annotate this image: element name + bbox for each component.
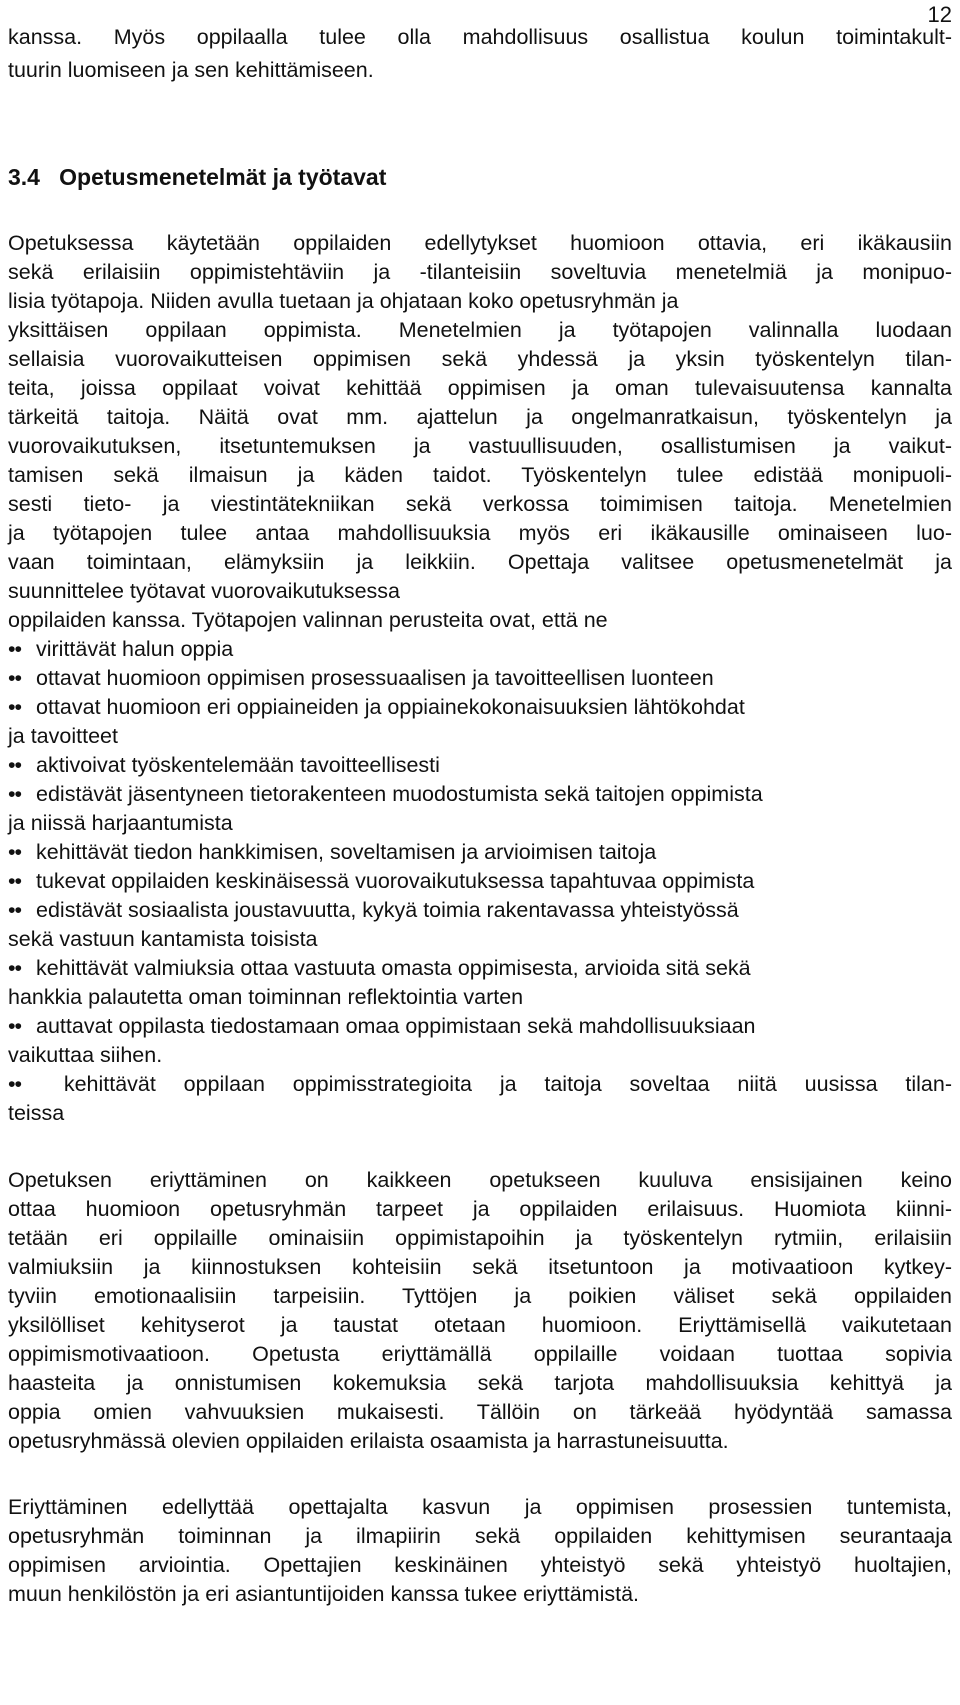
- paragraph-line: lisia työtapoja. Niiden avulla tuetaan ja ohjataan koko opetusryhmän ja: [8, 289, 679, 313]
- bullet-continuation: ja niissä harjaantumista: [8, 811, 233, 835]
- bullet-item: [8, 895, 739, 925]
- paragraph-line: Opetuksessa käytetään oppilaiden edellytykset huomioon ottavia, eri ikäkausiin: [8, 231, 952, 255]
- paragraph-line: sekä erilaisiin oppimistehtäviin ja -tilanteisiin soveltuvia menetelmiä ja monipuo-: [8, 260, 952, 284]
- bullet-text: kehittävät valmiuksia ottaa vastuuta omasta oppimisesta, arvioida sitä sekä: [36, 956, 751, 980]
- bullet-icon: ••: [8, 956, 22, 980]
- bullet-continuation: sekä vastuun kantamista toisista: [8, 927, 318, 951]
- bullet-text: virittävät halun oppia: [36, 637, 234, 661]
- paragraph-line: Opetuksen eriyttäminen on kaikkeen opetukseen kuuluva ensisijainen keino: [8, 1168, 952, 1192]
- bullet-item: [8, 866, 754, 896]
- paragraph-line: tyviin emotionaalisiin tarpeisiin. Tyttöjen ja poikien väliset sekä oppilaiden: [8, 1284, 952, 1308]
- bullet-item: [8, 634, 233, 664]
- paragraph-line: suunnittelee työtavat vuorovaikutuksessa: [8, 579, 401, 603]
- paragraph-line: tetään eri oppilaille ominaisiin oppimistapoihin ja työskentelyn rytmiin, erilaisiin: [8, 1226, 952, 1250]
- bullet-icon: ••: [8, 753, 22, 777]
- paragraph-line: valmiuksiin ja kiinnostuksen kohteisiin sekä itsetuntoon ja motivaatioon kytkey-: [8, 1255, 952, 1279]
- intro-line: tuurin luomiseen ja sen kehittämiseen.: [8, 58, 374, 82]
- bullet-item: [8, 692, 745, 722]
- section-heading: 3.4 Opetusmenetelmät ja työtavat: [8, 164, 387, 190]
- bullet-text: auttavat oppilasta tiedostamaan omaa oppimistaan sekä mahdollisuuksiaan: [36, 1014, 756, 1038]
- paragraph-line: opetusryhmässä olevien oppilaiden erilaista osaamista ja harrastuneisuutta.: [8, 1429, 729, 1453]
- bullet-text: ottavat huomioon eri oppiaineiden ja oppiainekokonaisuuksien lähtökohdat: [36, 695, 745, 719]
- bullet-text: edistävät jäsentyneen tietorakenteen muodostumista sekä taitojen oppimista: [36, 782, 763, 806]
- paragraph-line: muun henkilöstön ja eri asiantuntijoiden kanssa tukee eriyttämistä.: [8, 1582, 640, 1606]
- page-number: 12: [927, 2, 952, 27]
- bullet-continuation: teissa: [8, 1101, 65, 1125]
- bullet-item: [8, 750, 440, 780]
- bullet-item: [8, 1069, 952, 1099]
- paragraph-line: oppimismotivaatioon. Opetusta eriyttämällä oppilaille voidaan tuottaa sopivia: [8, 1342, 952, 1366]
- paragraph-line: vuorovaikutuksen, itsetuntemuksen ja vastuullisuuden, osallistumisen ja vaikut-: [8, 434, 952, 458]
- paragraph-line: tärkeitä taitoja. Näitä ovat mm. ajattelun ja ongelmanratkaisun, työskentelyn ja: [8, 405, 952, 429]
- bullet-text: ottavat huomioon oppimisen prosessuaalisen ja tavoitteellisen luonteen: [36, 666, 714, 690]
- bullet-item: [8, 953, 751, 983]
- paragraph-line: sellaisia vuorovaikutteisen oppimisen sekä yhdessä ja yksin työskentelyn tilan-: [8, 347, 952, 371]
- paragraph-line: sesti tieto- ja viestintätekniikan sekä verkossa toimimisen taitoja. Menetelmien: [8, 492, 952, 516]
- bullet-continuation: ja tavoitteet: [8, 724, 118, 748]
- paragraph-line: opetusryhmän toiminnan ja ilmapiirin sekä oppilaiden kehittymisen seurantaaja: [8, 1524, 952, 1548]
- bullet-text: kehittävät tiedon hankkimisen, soveltamisen ja arvioimisen taitoja: [36, 840, 657, 864]
- bullet-icon: ••: [8, 666, 22, 690]
- paragraph-line: oppimisen arviointia. Opettajien keskinäinen yhteistyö sekä yhteistyö huoltajien,: [8, 1553, 952, 1577]
- bullet-item: [8, 1011, 756, 1041]
- bullet-continuation: hankkia palautetta oman toiminnan reflektointia varten: [8, 985, 524, 1009]
- bullet-icon: ••: [8, 869, 22, 893]
- bullet-item: [8, 663, 714, 693]
- bullet-text: edistävät sosiaalista joustavuutta, kykyä toimia rakentavassa yhteistyössä: [36, 898, 739, 922]
- paragraph-line: ottaa huomioon opetusryhmän tarpeet ja oppilaiden erilaisuus. Huomiota kiinni-: [8, 1197, 952, 1221]
- paragraph-line: Eriyttäminen edellyttää opettajalta kasvun ja oppimisen prosessien tuntemista,: [8, 1495, 952, 1519]
- bullet-icon: ••: [8, 782, 22, 806]
- paragraph-line: ja työtapojen tulee antaa mahdollisuuksia myös eri ikäkausille ominaiseen luo-: [8, 521, 952, 545]
- paragraph-line: teita, joissa oppilaat voivat kehittää oppimisen ja oman tulevaisuutensa kannalta: [8, 376, 952, 400]
- bullet-continuation: vaikuttaa siihen.: [8, 1043, 163, 1067]
- bullet-item: [8, 837, 656, 867]
- bullet-item: [8, 779, 763, 809]
- bullet-icon: ••: [8, 840, 22, 864]
- paragraph-line: oppia omien vahvuuksien mukaisesti. Tällöin on tärkeää hyödyntää samassa: [8, 1400, 952, 1424]
- paragraph-line: yksittäisen oppilaan oppimista. Menetelmien ja työtapojen valinnalla luodaan: [8, 318, 952, 342]
- paragraph-line: vaan toimintaan, elämyksiin ja leikkiin. Opettaja valitsee opetusmenetelmät ja: [8, 550, 952, 574]
- bullet-icon: ••: [8, 1072, 22, 1096]
- paragraph-line: haasteita ja onnistumisen kokemuksia sekä tarjota mahdollisuuksia kehittyä ja: [8, 1371, 952, 1395]
- paragraph-line: tamisen sekä ilmaisun ja käden taidot. Työskentelyn tulee edistää monipuoli-: [8, 463, 952, 487]
- paragraph-line: oppilaiden kanssa. Työtapojen valinnan perusteita ovat, että ne: [8, 608, 608, 632]
- bullet-icon: ••: [8, 637, 22, 661]
- bullet-icon: ••: [8, 898, 22, 922]
- intro-line: kanssa. Myös oppilaalla tulee olla mahdollisuus osallistua koulun toimintakult-: [8, 25, 952, 49]
- bullet-text: aktivoivat työskentelemään tavoitteellisesti: [36, 753, 440, 777]
- bullet-icon: ••: [8, 1014, 22, 1038]
- bullet-text: kehittävät oppilaan oppimisstrategioita ja taitoja soveltaa niitä uusissa tilan-: [63, 1072, 952, 1096]
- bullet-text: tukevat oppilaiden keskinäisessä vuorovaikutuksessa tapahtuvaa oppimista: [36, 869, 755, 893]
- bullet-icon: ••: [8, 695, 22, 719]
- paragraph-line: yksilölliset kehityserot ja taustat otetaan huomioon. Eriyttämisellä vaikutetaan: [8, 1313, 952, 1337]
